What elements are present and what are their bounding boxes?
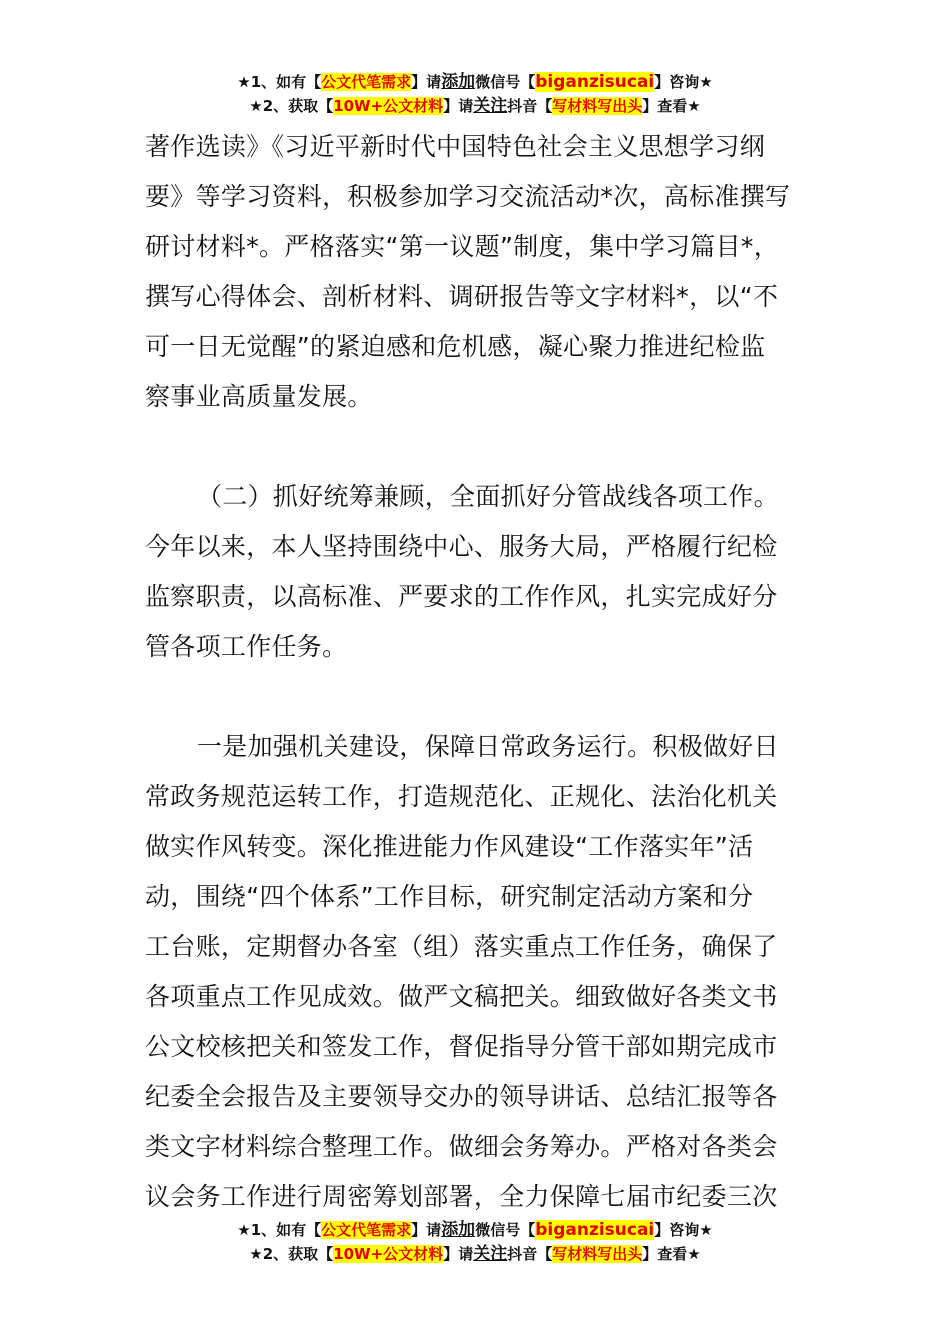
header-line-2: ★2、获取【10W+公文材料】请关注抖音【写材料写出头】查看★ [249, 96, 701, 116]
text-line: 常政务规范运转工作，打造规范化、正规化、法治化机关 [145, 782, 778, 811]
text-line: 研讨材料*。严格落实“第一议题”制度，集中学习篇目*， [145, 232, 780, 261]
text-line: 各项重点工作见成效。做严文稿把关。细致做好各类文书 [145, 982, 778, 1011]
highlight-service: 公文代笔需求 [321, 73, 412, 91]
footer-banner [0, 1218, 950, 1266]
footer-line-2: ★2、获取【10W+公文材料】请关注抖音【写材料写出头】查看★ [249, 1244, 701, 1264]
underlined-add: 添加 [441, 72, 476, 92]
paragraph-3 [145, 722, 815, 1222]
text-line: 要》等学习资料，积极参加学习交流活动*次，高标准撰写 [145, 182, 791, 211]
underlined-add: 添加 [441, 1220, 476, 1240]
highlight-douyin: 写材料写出头 [552, 1245, 643, 1263]
underlined-follow: 关注 [473, 96, 508, 116]
header-line-1: ★1、如有【公文代笔需求】请添加微信号【biganzisucai】咨询★ [237, 72, 713, 92]
highlight-materials: 10W+公文材料 [333, 1245, 444, 1263]
highlight-service: 公文代笔需求 [321, 1221, 412, 1239]
text-line: 公文校核把关和签发工作，督促指导分管干部如期完成市 [145, 1032, 778, 1061]
text-line: 可一日无觉醒”的紧迫感和危机感，凝心聚力推进纪检监 [145, 332, 766, 361]
highlight-wechat-id: biganzisucai [535, 1220, 655, 1240]
highlight-materials: 10W+公文材料 [333, 97, 444, 115]
text-line: 类文字材料综合整理工作。做细会务筹办。严格对各类会 [145, 1132, 778, 1161]
text-line: 动，围绕“四个体系”工作目标，研究制定活动方案和分 [145, 882, 754, 911]
text-line: 一是加强机关建设，保障日常政务运行。积极做好日 [197, 732, 779, 761]
header-banner [0, 70, 950, 118]
text-line: 议会务工作进行周密筹划部署，全力保障七届市纪委三次 [145, 1182, 778, 1211]
text-line: 纪委全会报告及主要领导交办的领导讲话、总结汇报等各 [145, 1082, 778, 1111]
paragraph-gap [145, 672, 815, 722]
paragraph-2 [145, 472, 815, 672]
text-line: 做实作风转变。深化推进能力作风建设“工作落实年”活 [145, 832, 754, 861]
footer-line-1: ★1、如有【公文代笔需求】请添加微信号【biganzisucai】咨询★ [237, 1220, 713, 1240]
paragraph-gap [145, 422, 815, 472]
text-line: 撰写心得体会、剖析材料、调研报告等文字材料*，以“不 [145, 282, 779, 311]
document-body [145, 122, 815, 1222]
text-line: 今年以来，本人坚持围绕中心、服务大局，严格履行纪检 [145, 532, 778, 561]
section-heading: （二）抓好统筹兼顾，全面抓好分管战线各项工作。 [197, 482, 779, 511]
underlined-follow: 关注 [473, 1244, 508, 1264]
text-line: 察事业高质量发展。 [145, 382, 373, 411]
highlight-wechat-id: biganzisucai [535, 72, 655, 92]
text-line: 著作选读》《习近平新时代中国特色社会主义思想学习纲 [145, 132, 766, 161]
text-line: 管各项工作任务。 [145, 632, 348, 661]
text-line: 监察职责，以高标准、严要求的工作作风，扎实完成好分 [145, 582, 778, 611]
paragraph-1 [145, 122, 815, 422]
highlight-douyin: 写材料写出头 [552, 97, 643, 115]
text-line: 工台账，定期督办各室（组）落实重点工作任务，确保了 [145, 932, 778, 961]
